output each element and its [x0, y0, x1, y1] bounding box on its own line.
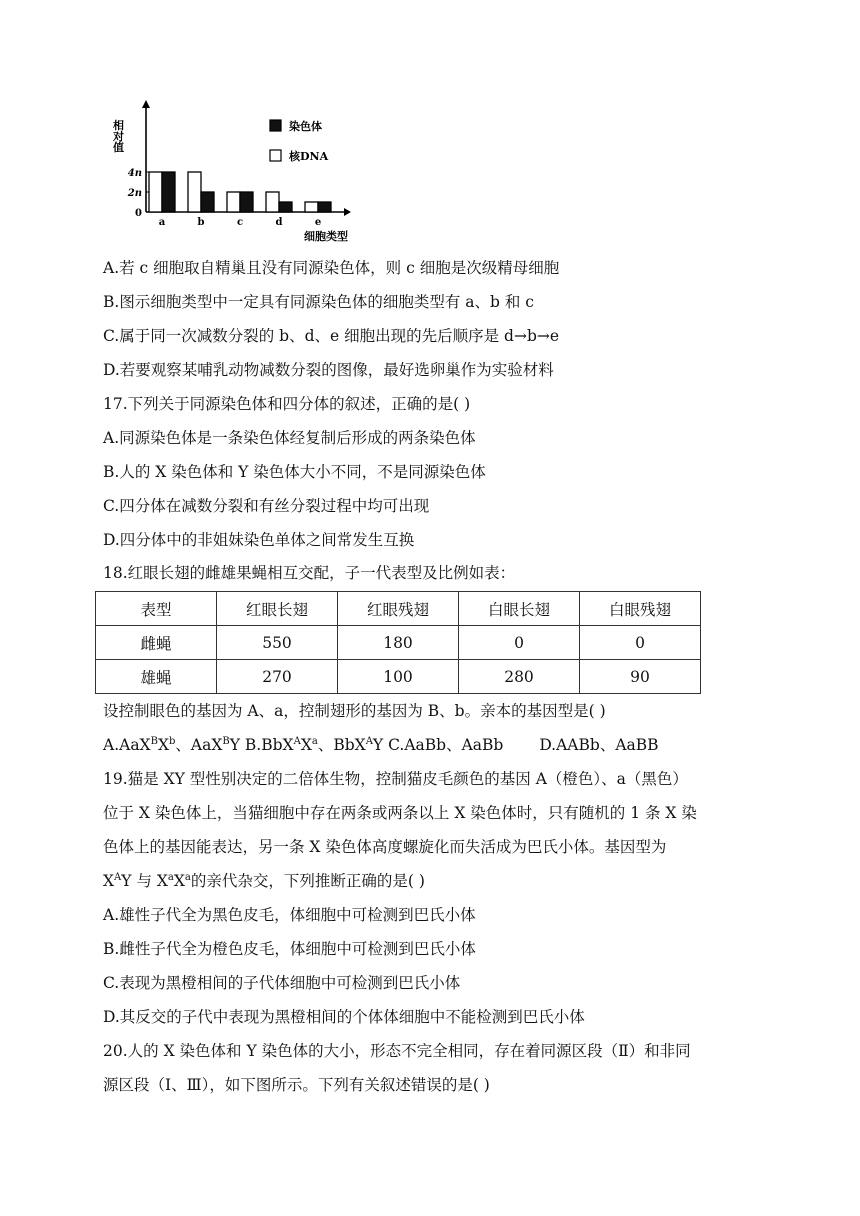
q19-line-1: 19.猫是 XY 型性别决定的二倍体生物，控制猫皮毛颜色的基因 A（橙色）、a（黑色） — [103, 770, 688, 788]
superscript: A — [365, 736, 373, 747]
q19-text: 的亲代杂交，下列推断正确的是( ) — [190, 872, 425, 890]
q17-stem: 17.下列关于同源染色体和四分体的叙述，正确的是( ) — [103, 395, 471, 413]
q20-line-2: 源区段（Ⅰ、Ⅲ），如下图所示。下列有关叙述错误的是( ) — [103, 1076, 490, 1094]
q16-option-d: D.若要观察某哺乳动物减数分裂的图像，最好选卵巢作为实验材料 — [103, 361, 554, 379]
bar-nuclear-dna — [266, 192, 279, 212]
q18-options — [103, 735, 659, 755]
x-axis-label: 细胞类型 — [304, 230, 348, 243]
superscript: a — [311, 736, 318, 747]
x-axis-arrow — [344, 208, 351, 216]
table-header-row — [96, 592, 701, 626]
q17-option-b: B.人的 X 染色体和 Y 染色体大小不同，不是同源染色体 — [103, 463, 486, 481]
y-tick-label: 0 — [135, 208, 142, 219]
bar-chromosome — [279, 202, 292, 212]
y-tick-label: 4n — [127, 168, 142, 179]
q19-text: X — [173, 872, 185, 890]
q18-option-text: 、AaX — [175, 736, 223, 754]
superscript: A — [293, 736, 301, 747]
superscript: A — [114, 872, 122, 883]
q18-question: 设控制眼色的基因为 A、a，控制翅形的基因为 B、b。亲本的基因型是( ) — [103, 702, 606, 720]
superscript: B — [222, 736, 230, 747]
table-row — [96, 626, 701, 660]
cell-type-bar-chart — [104, 100, 354, 250]
bar-nuclear-dna — [227, 192, 240, 212]
bar-nuclear-dna — [149, 172, 162, 212]
table-cell: 0 — [580, 626, 701, 660]
superscript: B — [150, 736, 158, 747]
superscript: a — [184, 872, 191, 883]
q18-option-text: Y C.AaBb、AaBb — [372, 736, 504, 754]
q19-text: X — [103, 872, 115, 890]
q20-line-1: 20.人的 X 染色体和 Y 染色体的大小，形态不完全相同，存在着同源区段（Ⅱ）和非同 — [103, 1042, 691, 1060]
q18-option-text: X — [157, 736, 169, 754]
x-tick-label: b — [197, 217, 205, 228]
q16-option-c: C.属于同一次减数分裂的 b、d、e 细胞出现的先后顺序是 d→b→e — [103, 327, 560, 345]
q19-line-2: 位于 X 染色体上，当猫细胞中存在两条或两条以上 X 染色体时，只有随机的 1 条 X 染 — [103, 804, 697, 822]
q16-option-b: B.图示细胞类型中一定具有同源染色体的细胞类型有 a、b 和 c — [103, 293, 534, 311]
q19-option-c: C.表现为黑橙相间的子代体细胞中可检测到巴氏小体 — [103, 974, 461, 992]
superscript: b — [169, 736, 176, 747]
q19-text: Y 与 X — [121, 872, 168, 890]
bar-chromosome — [240, 192, 253, 212]
x-tick-label: e — [314, 217, 322, 228]
q19-option-b: B.雌性子代全为橙色皮毛，体细胞中可检测到巴氏小体 — [103, 940, 476, 958]
table-cell: 100 — [338, 660, 459, 694]
phenotype-table — [95, 591, 701, 694]
bar-chromosome — [201, 192, 214, 212]
table-cell: 280 — [459, 660, 580, 694]
table-cell: 270 — [217, 660, 338, 694]
superscript: a — [167, 872, 174, 883]
table-row — [96, 660, 701, 694]
table-cell: 90 — [580, 660, 701, 694]
y-axis-arrow — [142, 100, 150, 108]
legend-swatch — [270, 150, 281, 161]
y-tick-label: 2n — [127, 188, 142, 199]
bar-nuclear-dna — [305, 202, 318, 212]
x-tick-label: c — [236, 217, 244, 228]
legend-label: 核DNA — [289, 150, 329, 163]
q17-option-d: D.四分体中的非姐妹染色单体之间常发生互换 — [103, 531, 415, 549]
table-header-cell: 红眼残翅 — [338, 592, 459, 626]
x-tick-label: a — [158, 217, 166, 228]
table-cell: 550 — [217, 626, 338, 660]
y-axis-label: 相对值 — [111, 119, 125, 153]
legend-swatch — [270, 120, 281, 131]
table-header-cell: 表型 — [96, 592, 217, 626]
bar-chromosome — [162, 172, 175, 212]
q18-option-text: X — [300, 736, 312, 754]
x-tick-label: d — [275, 217, 283, 228]
table-cell: 0 — [459, 626, 580, 660]
table-header-cell: 白眼残翅 — [580, 592, 701, 626]
q19-line-3: 色体上的基因能表达，另一条 X 染色体高度螺旋化而失活成为巴氏小体。基因型为 — [103, 838, 667, 856]
bar-chromosome — [318, 202, 331, 212]
q18-option-text: A.AaX — [103, 736, 151, 754]
q19-line-4 — [103, 871, 425, 891]
q16-option-a: A.若 c 细胞取自精巢且没有同源染色体，则 c 细胞是次级精母细胞 — [103, 259, 560, 277]
legend-label: 染色体 — [289, 120, 322, 133]
table-cell: 雄蝇 — [96, 660, 217, 694]
table-header-cell: 白眼长翅 — [459, 592, 580, 626]
q19-option-d: D.其反交的子代中表现为黑橙相间的个体体细胞中不能检测到巴氏小体 — [103, 1008, 585, 1026]
table-header-cell: 红眼长翅 — [217, 592, 338, 626]
q17-option-c: C.四分体在减数分裂和有丝分裂过程中均可出现 — [103, 497, 430, 515]
q19-option-a: A.雄性子代全为黑色皮毛，体细胞中可检测到巴氏小体 — [103, 906, 476, 924]
bar-nuclear-dna — [188, 172, 201, 212]
q17-option-a: A.同源染色体是一条染色体经复制后形成的两条染色体 — [103, 429, 476, 447]
table-cell: 180 — [338, 626, 459, 660]
q18-option-text: Y B.BbX — [229, 736, 294, 754]
q18-stem: 18.红眼长翅的雌雄果蝇相互交配，子一代表型及比例如表： — [103, 564, 516, 582]
q18-option-d: D.AABb、AaBB — [539, 736, 659, 754]
q18-option-text: 、BbX — [317, 736, 366, 754]
table-cell: 雌蝇 — [96, 626, 217, 660]
